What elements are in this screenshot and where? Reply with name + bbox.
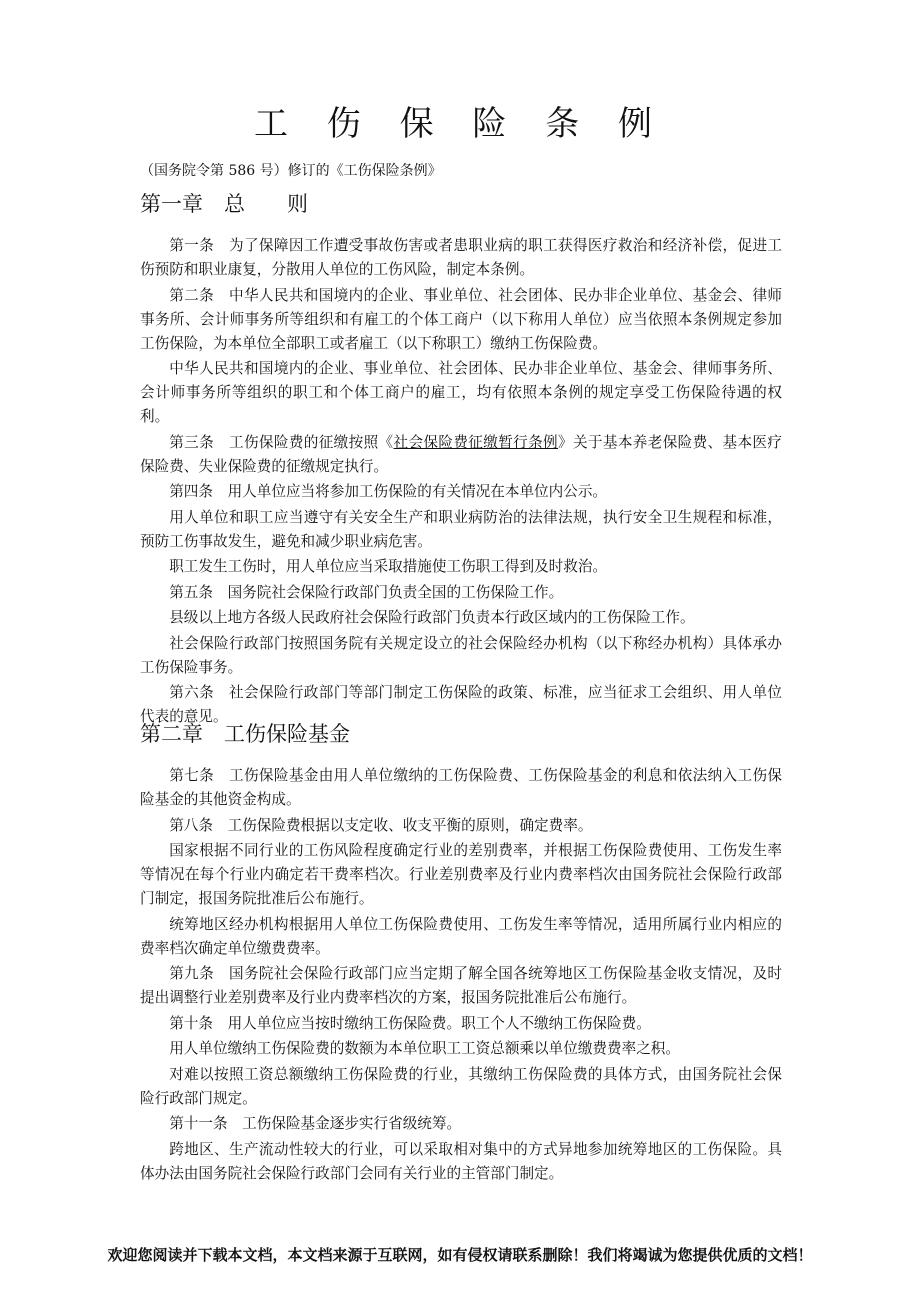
article-8-para-3: 统筹地区经办机构根据用人单位工伤保险费使用、工伤发生率等情况，适用所属行业内相应的费率档次确定单位缴费费率。: [140, 915, 782, 957]
document-subtitle: （国务院令第 586 号）修订的《工伤保险条例》: [140, 163, 442, 179]
chapter-2-heading: 第二章 工伤保险基金: [140, 722, 350, 746]
article-3-after: 》关于基本养老保险费、基本医疗保险费、失业保险费的征缴规定执行。: [140, 433, 782, 475]
article-10-para-2: 用人单位缴纳工伤保险费的数额为本单位职工工资总额乘以单位缴费费率之积。: [169, 1040, 680, 1057]
article-11: 第十一条 工伤保险基金逐步实行省级统筹。: [169, 1115, 462, 1132]
article-8: 第八条 工伤保险费根据以支定收、收支平衡的原则，确定费率。: [169, 816, 593, 834]
regulation-link[interactable]: 社会保险费征缴暂行条例: [393, 433, 559, 451]
chapter-1-heading: 第一章 总 则: [140, 192, 308, 216]
article-10-para-3: 对难以按照工资总额缴纳工伤保险费的行业，其缴纳工伤保险费的具体方式，由国务院社会保险行政部门规定。: [140, 1065, 782, 1107]
article-4-para-3: 职工发生工伤时，用人单位应当采取措施使工伤职工得到及时救治。: [169, 558, 608, 575]
article-2: 第二条 中华人民共和国境内的企业、事业单位、社会团体、民办非企业单位、基金会、律师事务所、会计师事务所等组织和有雇工的个体工商户（以下称用人单位）应当依照本条例规定参加工伤保险，为本单位全部职工或者雇工（以下称职工）缴纳工伤保险费。: [140, 286, 782, 352]
article-6: 第六条 社会保险行政部门等部门制定工伤保险的政策、标准，应当征求工会组织、用人单位代表的意见。: [140, 684, 782, 725]
download-notice: 欢迎您阅读并下载本文档，本文档来源于互联网，如有侵权请联系删除！我们将竭诚为您提供优质的文档！: [107, 1246, 813, 1264]
article-5: 第五条 国务院社会保险行政部门负责全国的工伤保险工作。: [169, 583, 564, 601]
article-5-para-2: 县级以上地方各级人民政府社会保险行政部门负责本行政区域内的工伤保险工作。: [169, 609, 695, 626]
chapter-2-body: [140, 764, 782, 1187]
article-2-para-2: 中华人民共和国境内的企业、事业单位、社会团体、民办非企业单位、基金会、律师事务所、会计师事务所等组织的职工和个体工商户的雇工，均有依照本条例的规定享受工伤保险待遇的权利。: [140, 360, 782, 425]
article-1: 第一条 为了保障因工作遭受事故伤害或者患职业病的职工获得医疗救治和经济补偿，促进工伤预防和职业康复，分散用人单位的工伤风险，制定本条例。: [140, 237, 782, 278]
article-7: 第七条 工伤保险基金由用人单位缴纳的工伤保险费、工伤保险基金的利息和依法纳入工伤保险基金的其他资金构成。: [140, 767, 782, 808]
article-10: 第十条 用人单位应当按时缴纳工伤保险费。职工个人不缴纳工伤保险费。: [169, 1014, 651, 1032]
article-5-para-3: 社会保险行政部门按照国务院有关规定设立的社会保险经办机构（以下称经办机构）具体承办工伤保险事务。: [140, 634, 782, 676]
article-4-para-2: 用人单位和职工应当遵守有关安全生产和职业病防治的法律法规，执行安全卫生规程和标准，预防工伤事故发生，避免和减少职业病危害。: [140, 508, 782, 550]
article-3-before: 第三条 工伤保险费的征缴按照《: [169, 433, 394, 451]
chapter-1-body: [140, 234, 782, 731]
article-3: [140, 431, 782, 479]
article-4: 第四条 用人单位应当将参加工伤保险的有关情况在本单位内公示。: [169, 483, 608, 500]
article-8-para-2: 国家根据不同行业的工伤风险程度确定行业的差别费率，并根据工伤保险费使用、工伤发生率等情况在每个行业内确定若干费率档次。行业差别费率及行业内费率档次由国务院社会保险行政部门制定，报国务院批准后公布施行。: [140, 842, 782, 907]
document-title: 工 伤 保 险 条 例: [253, 104, 667, 144]
article-11-para-2: 跨地区、生产流动性较大的行业，可以采取相对集中的方式异地参加统筹地区的工伤保险。具体办法由国务院社会保险行政部门会同有关行业的主管部门制定。: [140, 1140, 782, 1182]
article-9: 第九条 国务院社会保险行政部门应当定期了解全国各统筹地区工伤保险基金收支情况，及时提出调整行业差别费率及行业内费率档次的方案，报国务院批准后公布施行。: [140, 965, 782, 1006]
